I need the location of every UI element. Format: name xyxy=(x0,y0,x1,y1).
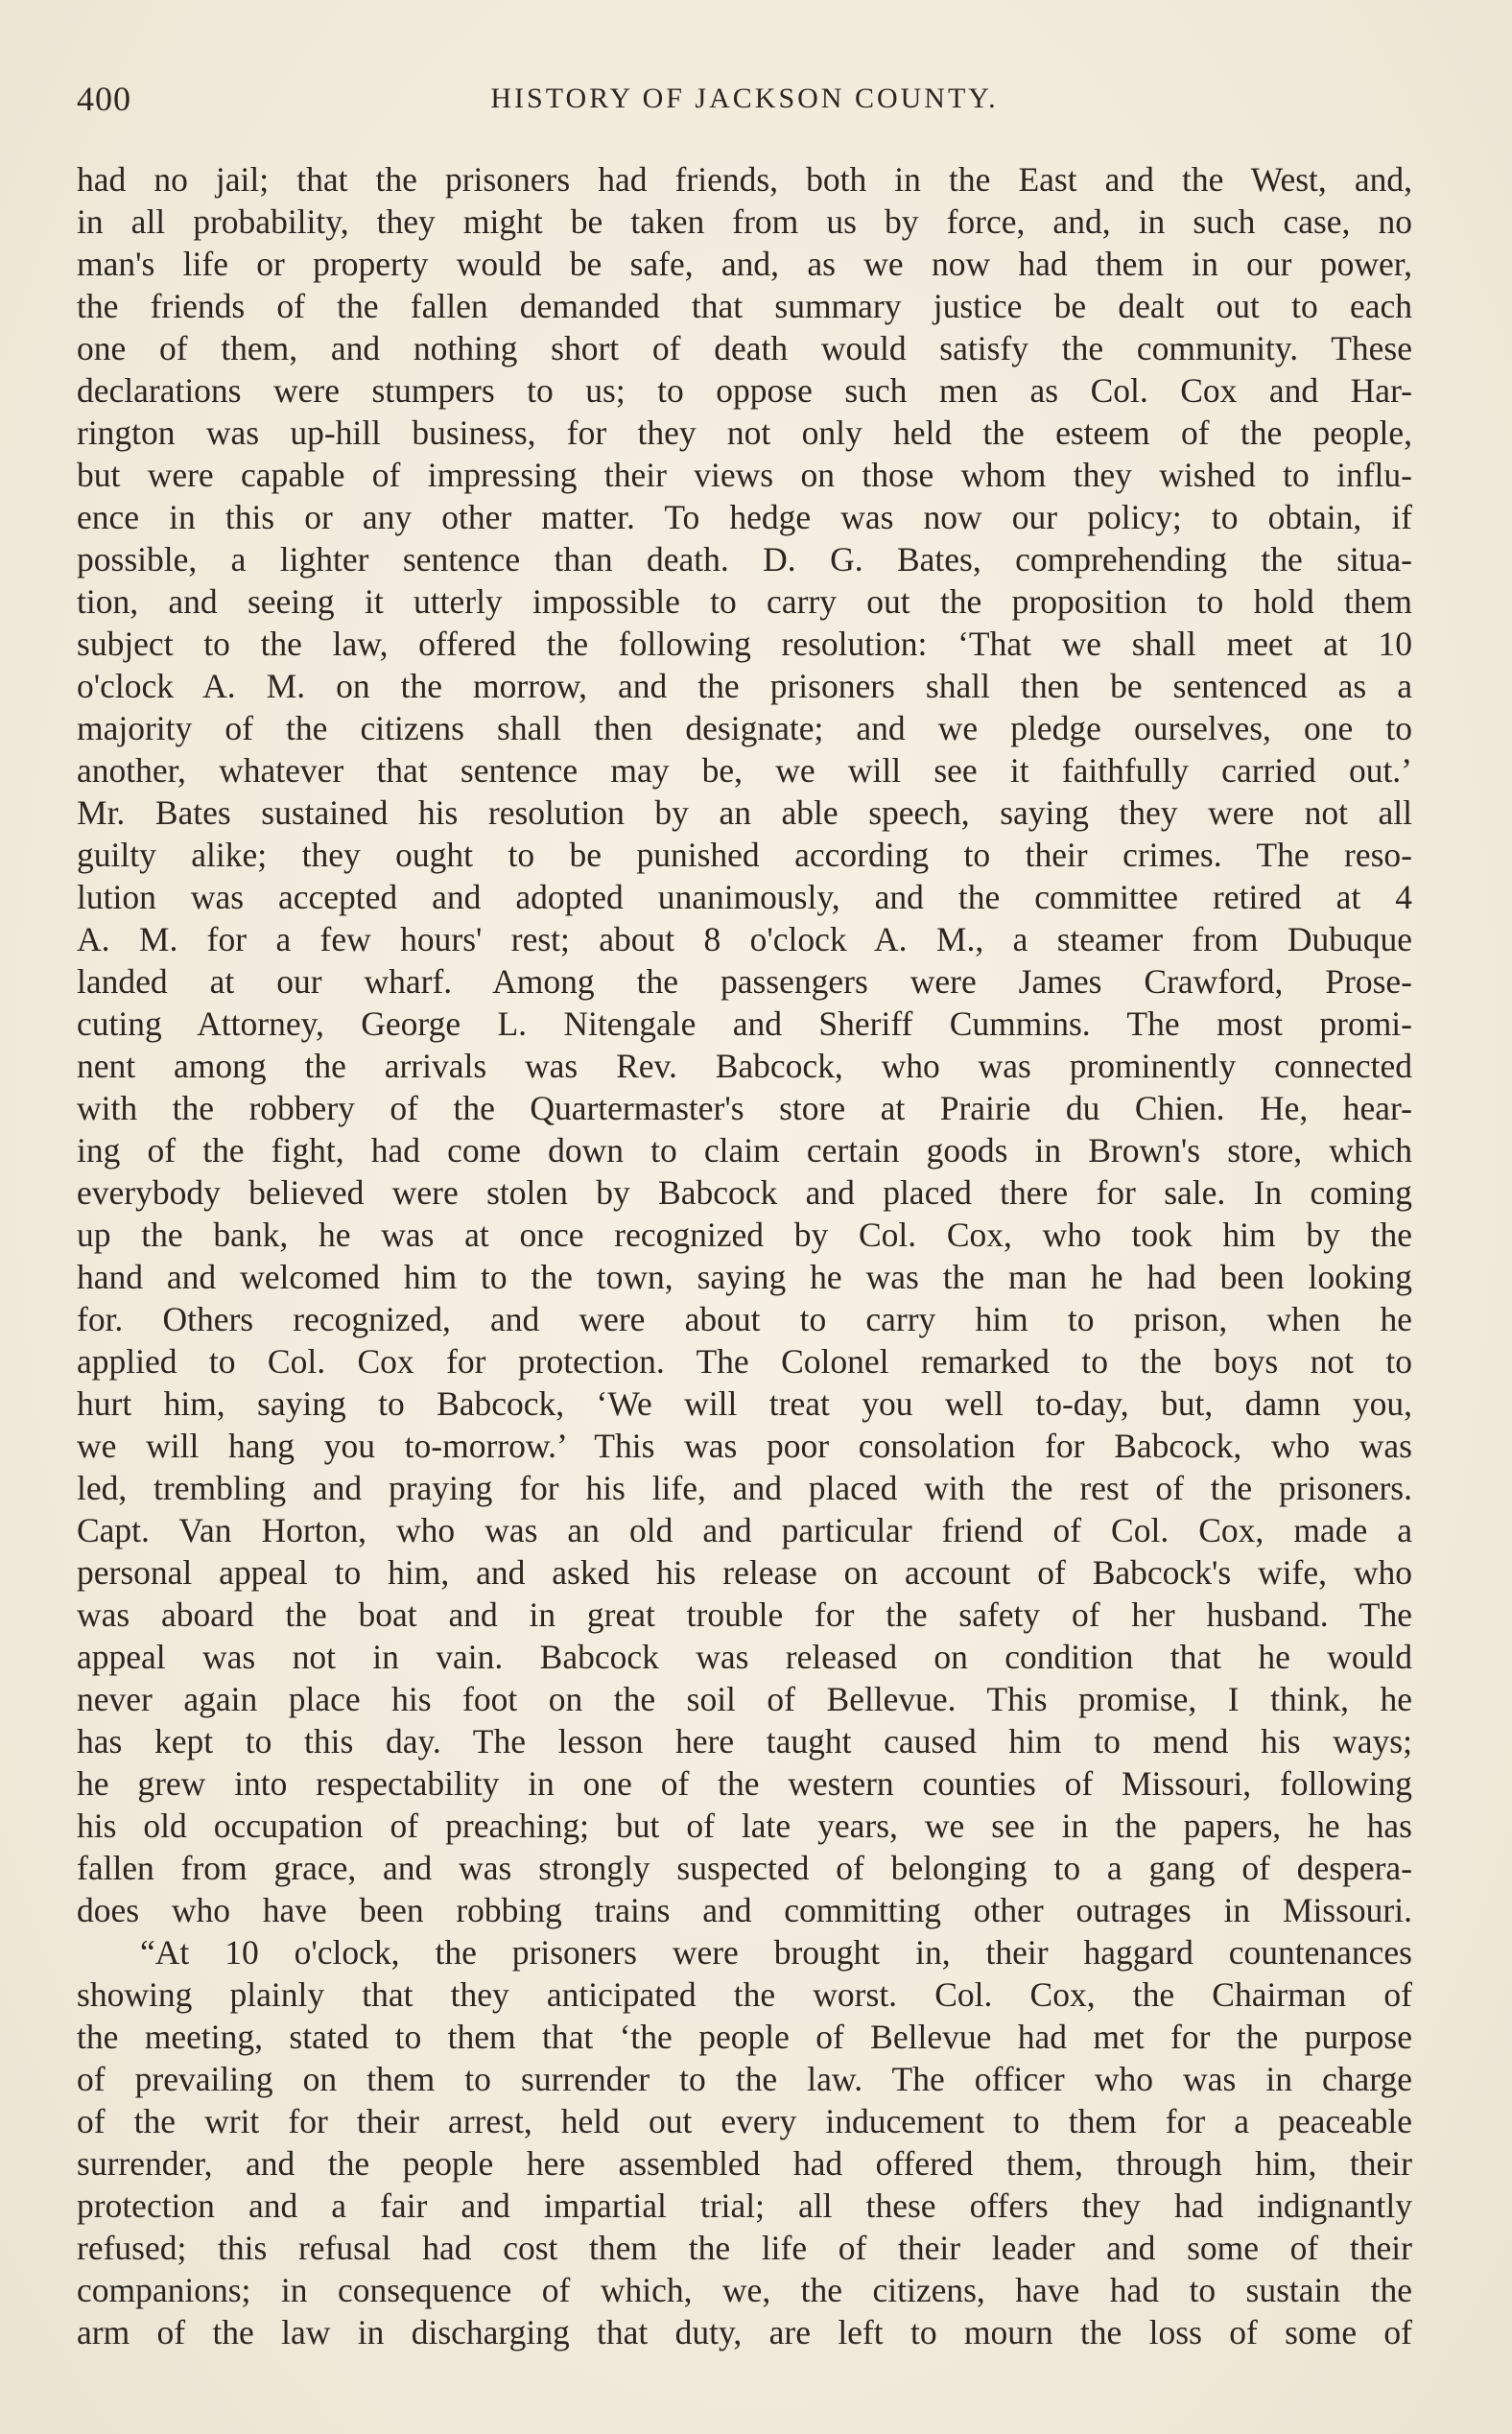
text-line: his old occupation of preaching; but of late years, we see in the papers, he has xyxy=(77,1807,1412,1845)
text-line: protection and a fair and impartial trial; all these offers they had indignantly xyxy=(77,2186,1412,2225)
text-line: has kept to this day. The lesson here taught caused him to mend his ways; xyxy=(77,1722,1412,1761)
text-line: lution was accepted and adopted unanimously, and the committee retired at 4 xyxy=(77,878,1412,916)
text-line: applied to Col. Cox for protection. The Colonel remarked to the boys not to xyxy=(77,1342,1412,1381)
text-line: companions; in consequence of which, we, the citizens, have had to sustain the xyxy=(77,2271,1412,2309)
text-line: Mr. Bates sustained his resolution by an able speech, saying they were not all xyxy=(77,793,1412,832)
text-line: of the writ for their arrest, held out every inducement to them for a peaceable xyxy=(77,2102,1412,2140)
text-line: everybody believed were stolen by Babcock and placed there for sale. In coming xyxy=(77,1173,1412,1212)
text-line: o'clock A. M. on the morrow, and the prisoners shall then be sentenced as a xyxy=(77,667,1412,705)
text-line: cuting Attorney, George L. Nitengale and Sheriff Cummins. The most promi- xyxy=(77,1004,1412,1043)
text-line: hand and welcomed him to the town, saying he was the man he had been looking xyxy=(77,1258,1412,1296)
text-line: led, trembling and praying for his life, and placed with the rest of the prisoners. xyxy=(77,1469,1412,1507)
text-line: fallen from grace, and was strongly suspected of belonging to a gang of despera- xyxy=(77,1849,1412,1887)
text-line: up the bank, he was at once recognized by Col. Cox, who took him by the xyxy=(77,1216,1412,1254)
text-line: personal appeal to him, and asked his release on account of Babcock's wife, who xyxy=(77,1553,1412,1592)
text-line: but were capable of impressing their views on those whom they wished to influ- xyxy=(77,456,1412,494)
text-line: had no jail; that the prisoners had friends, both in the East and the West, and, xyxy=(77,160,1412,199)
text-line: possible, a lighter sentence than death. D. G. Bates, comprehending the situa- xyxy=(77,540,1412,579)
text-line: arm of the law in discharging that duty, are left to mourn the loss of some of xyxy=(77,2313,1412,2351)
text-line: tion, and seeing it utterly impossible to carry out the proposition to hold them xyxy=(77,582,1412,621)
text-line: showing plainly that they anticipated the worst. Col. Cox, the Chairman of xyxy=(77,1975,1412,2014)
text-line: landed at our wharf. Among the passengers were James Crawford, Prose- xyxy=(77,962,1412,1001)
text-line: Capt. Van Horton, who was an old and particular friend of Col. Cox, made a xyxy=(77,1511,1412,1549)
text-line: one of them, and nothing short of death would satisfy the community. These xyxy=(77,329,1412,367)
text-line: does who have been robbing trains and committing other outrages in Missouri. xyxy=(77,1891,1412,1929)
text-line: he grew into respectability in one of the western counties of Missouri, following xyxy=(77,1764,1412,1803)
text-line: appeal was not in vain. Babcock was released on condition that he would xyxy=(77,1638,1412,1676)
text-line: nent among the arrivals was Rev. Babcock, who was prominently connected xyxy=(77,1047,1412,1085)
paragraph-first-line: “At 10 o'clock, the prisoners were brought in, their haggard countenances xyxy=(140,1933,1412,1972)
text-line: with the robbery of the Quartermaster's store at Prairie du Chien. He, hear- xyxy=(77,1089,1412,1127)
text-line: A. M. for a few hours' rest; about 8 o'clock A. M., a steamer from Dubuque xyxy=(77,920,1412,958)
text-line: hurt him, saying to Babcock, ‘We will treat you well to-day, but, damn you, xyxy=(77,1384,1412,1423)
text-line: the friends of the fallen demanded that summary justice be dealt out to each xyxy=(77,287,1412,325)
text-line: we will hang you to-morrow.’ This was poor consolation for Babcock, who was xyxy=(77,1427,1412,1465)
text-line: subject to the law, offered the following resolution: ‘That we shall meet at 10 xyxy=(77,625,1412,663)
text-line: was aboard the boat and in great trouble for the safety of her husband. The xyxy=(77,1595,1412,1634)
text-line: the meeting, stated to them that ‘the people of Bellevue had met for the purpose xyxy=(77,2018,1412,2056)
page-number: 400 xyxy=(77,80,131,118)
text-line: never again place his foot on the soil of Bellevue. This promise, I think, he xyxy=(77,1680,1412,1718)
text-line: majority of the citizens shall then designate; and we pledge ourselves, one to xyxy=(77,709,1412,747)
text-line: another, whatever that sentence may be, we will see it faithfully carried out.’ xyxy=(77,751,1412,790)
text-line: guilty alike; they ought to be punished according to their crimes. The reso- xyxy=(77,836,1412,874)
text-line: rington was up-hill business, for they not only held the esteem of the people, xyxy=(77,414,1412,452)
text-line: in all probability, they might be taken from us by force, and, in such case, no xyxy=(77,202,1412,241)
text-line: of prevailing on them to surrender to the law. The officer who was in charge xyxy=(77,2060,1412,2098)
text-line: man's life or property would be safe, and, as we now had them in our power, xyxy=(77,245,1412,283)
text-line: surrender, and the people here assembled had offered them, through him, their xyxy=(77,2144,1412,2183)
text-line: ence in this or any other matter. To hedge was now our policy; to obtain, if xyxy=(77,498,1412,536)
running-title: HISTORY OF JACKSON COUNTY. xyxy=(490,83,999,114)
page-header xyxy=(77,79,1412,125)
text-line: refused; this refusal had cost them the life of their leader and some of their xyxy=(77,2229,1412,2267)
body-text xyxy=(77,158,1412,2353)
text-line: ing of the fight, had come down to claim certain goods in Brown's store, which xyxy=(77,1131,1412,1170)
text-line: declarations were stumpers to us; to oppose such men as Col. Cox and Har- xyxy=(77,371,1412,410)
text-line: for. Others recognized, and were about to carry him to prison, when he xyxy=(77,1300,1412,1338)
